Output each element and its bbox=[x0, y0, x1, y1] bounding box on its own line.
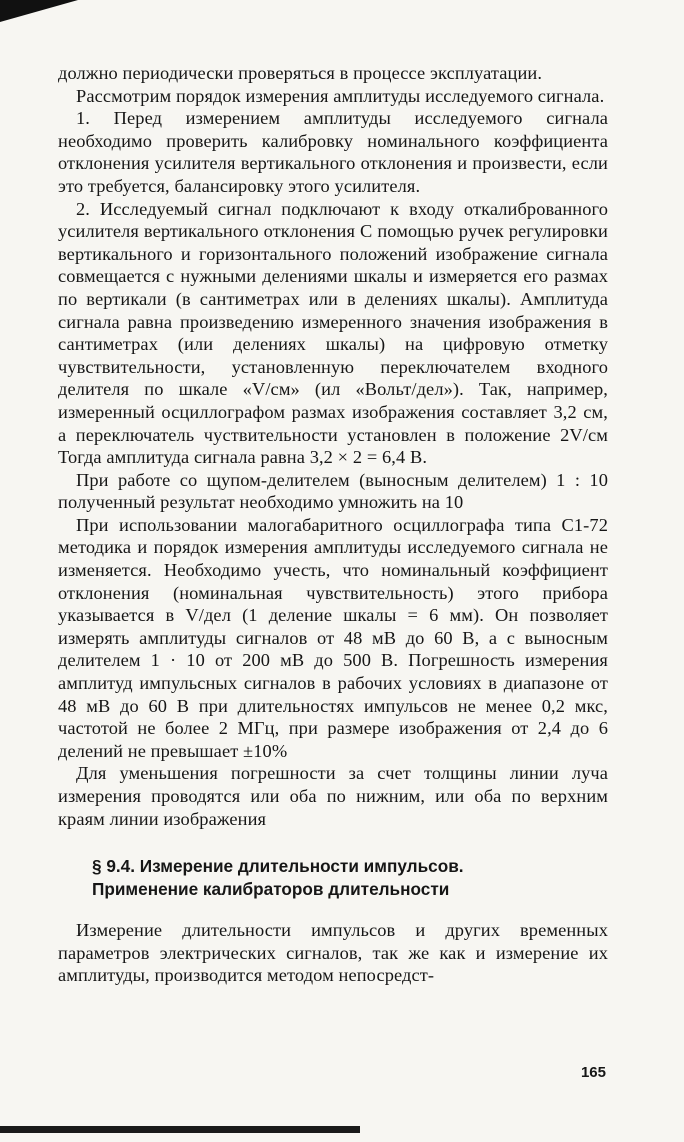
section-heading-line-1: § 9.4. Измерение длительности импульсов. bbox=[92, 856, 464, 877]
paragraph-step-2: 2. Исследуемый сигнал подключают к входу откалиброванного усилителя вертикального отклонения С помощью ручек регулировки вертикального и горизонтального положений изображение сигнала совмещается с нужными делениями шкалы и измеряется его размах по вертикали (в сантиметрах или в делениях шкалы). Амплитуда сигнала равна произведению измеренного значения изображения в сантиметрах (или делениях шкалы) на цифровую отметку чувствительности, установленную переключателем входного делителя по шкале «V/см» (ил «Вольт/дел»). Так, например, измеренный осциллографом размах изображения составляет 3,2 см, а переключатель чуствительности установлен в положение 2V/см Тогда амплитуда сигнала равна 3,2 × 2 = 6,4 В. bbox=[58, 198, 608, 468]
paragraph-c1-72: При использовании малогабаритного осциллографа типа С1-72 методика и порядок измерения амплитуды исследуемого сигнала не изменяется. Необходимо учесть, что номинальный коэффициент отклонения (номинальная чувствительность) этого прибора указывается в V/дел (1 деление шкалы = 6 мм). Он позволяет измерять амплитуды сигналов от 48 мВ до 60 В, а с выносным делителем 1 · 10 от 200 мВ до 500 В. Погрешность измерения амплитуд импульсных сигналов в рабочих условиях в диапазоне от 48 мВ до 60 В при длительностях импульсов не менее 0,2 мкс, частотой не более 2 МГц, при размере изображения от 2,4 до 6 делений не превышает ±10% bbox=[58, 514, 608, 761]
page-corner-mark bbox=[0, 0, 78, 22]
paragraph-line-thickness: Для уменьшения погрешности за счет толщины линии луча измерения проводятся или оба по нижним, или оба по верхним краям линии изображения bbox=[58, 763, 608, 829]
paragraph-intro: Рассмотрим порядок измерения амплитуды исследуемого сигнала. bbox=[76, 85, 605, 106]
paragraph-step-1: 1. Перед измерением амплитуды исследуемого сигнала необходимо проверить калибровку номинального коэффициента отклонения усилителя вертикального отклонения и произвести, если это требуется, балансировку этого усилителя. bbox=[58, 108, 608, 196]
paragraph-continuation: должно периодически проверяться в процессе эксплуатации. bbox=[58, 63, 543, 83]
section-heading bbox=[92, 855, 608, 901]
bottom-rule bbox=[0, 1126, 360, 1133]
section-heading-line-2: Применение калибраторов длительности bbox=[92, 879, 450, 900]
book-page bbox=[58, 62, 608, 987]
page-number: 165 bbox=[580, 1064, 606, 1081]
paragraph-probe-divider: При работе со щупом-делителем (выносным делителем) 1 : 10 полученный результат необходимо умножить на 10 bbox=[58, 469, 608, 513]
paragraph-closing: Измерение длительности импульсов и других временных параметров электрических сигналов, так же как и измерение их амплитуды, производится методом непосредст- bbox=[58, 920, 608, 986]
